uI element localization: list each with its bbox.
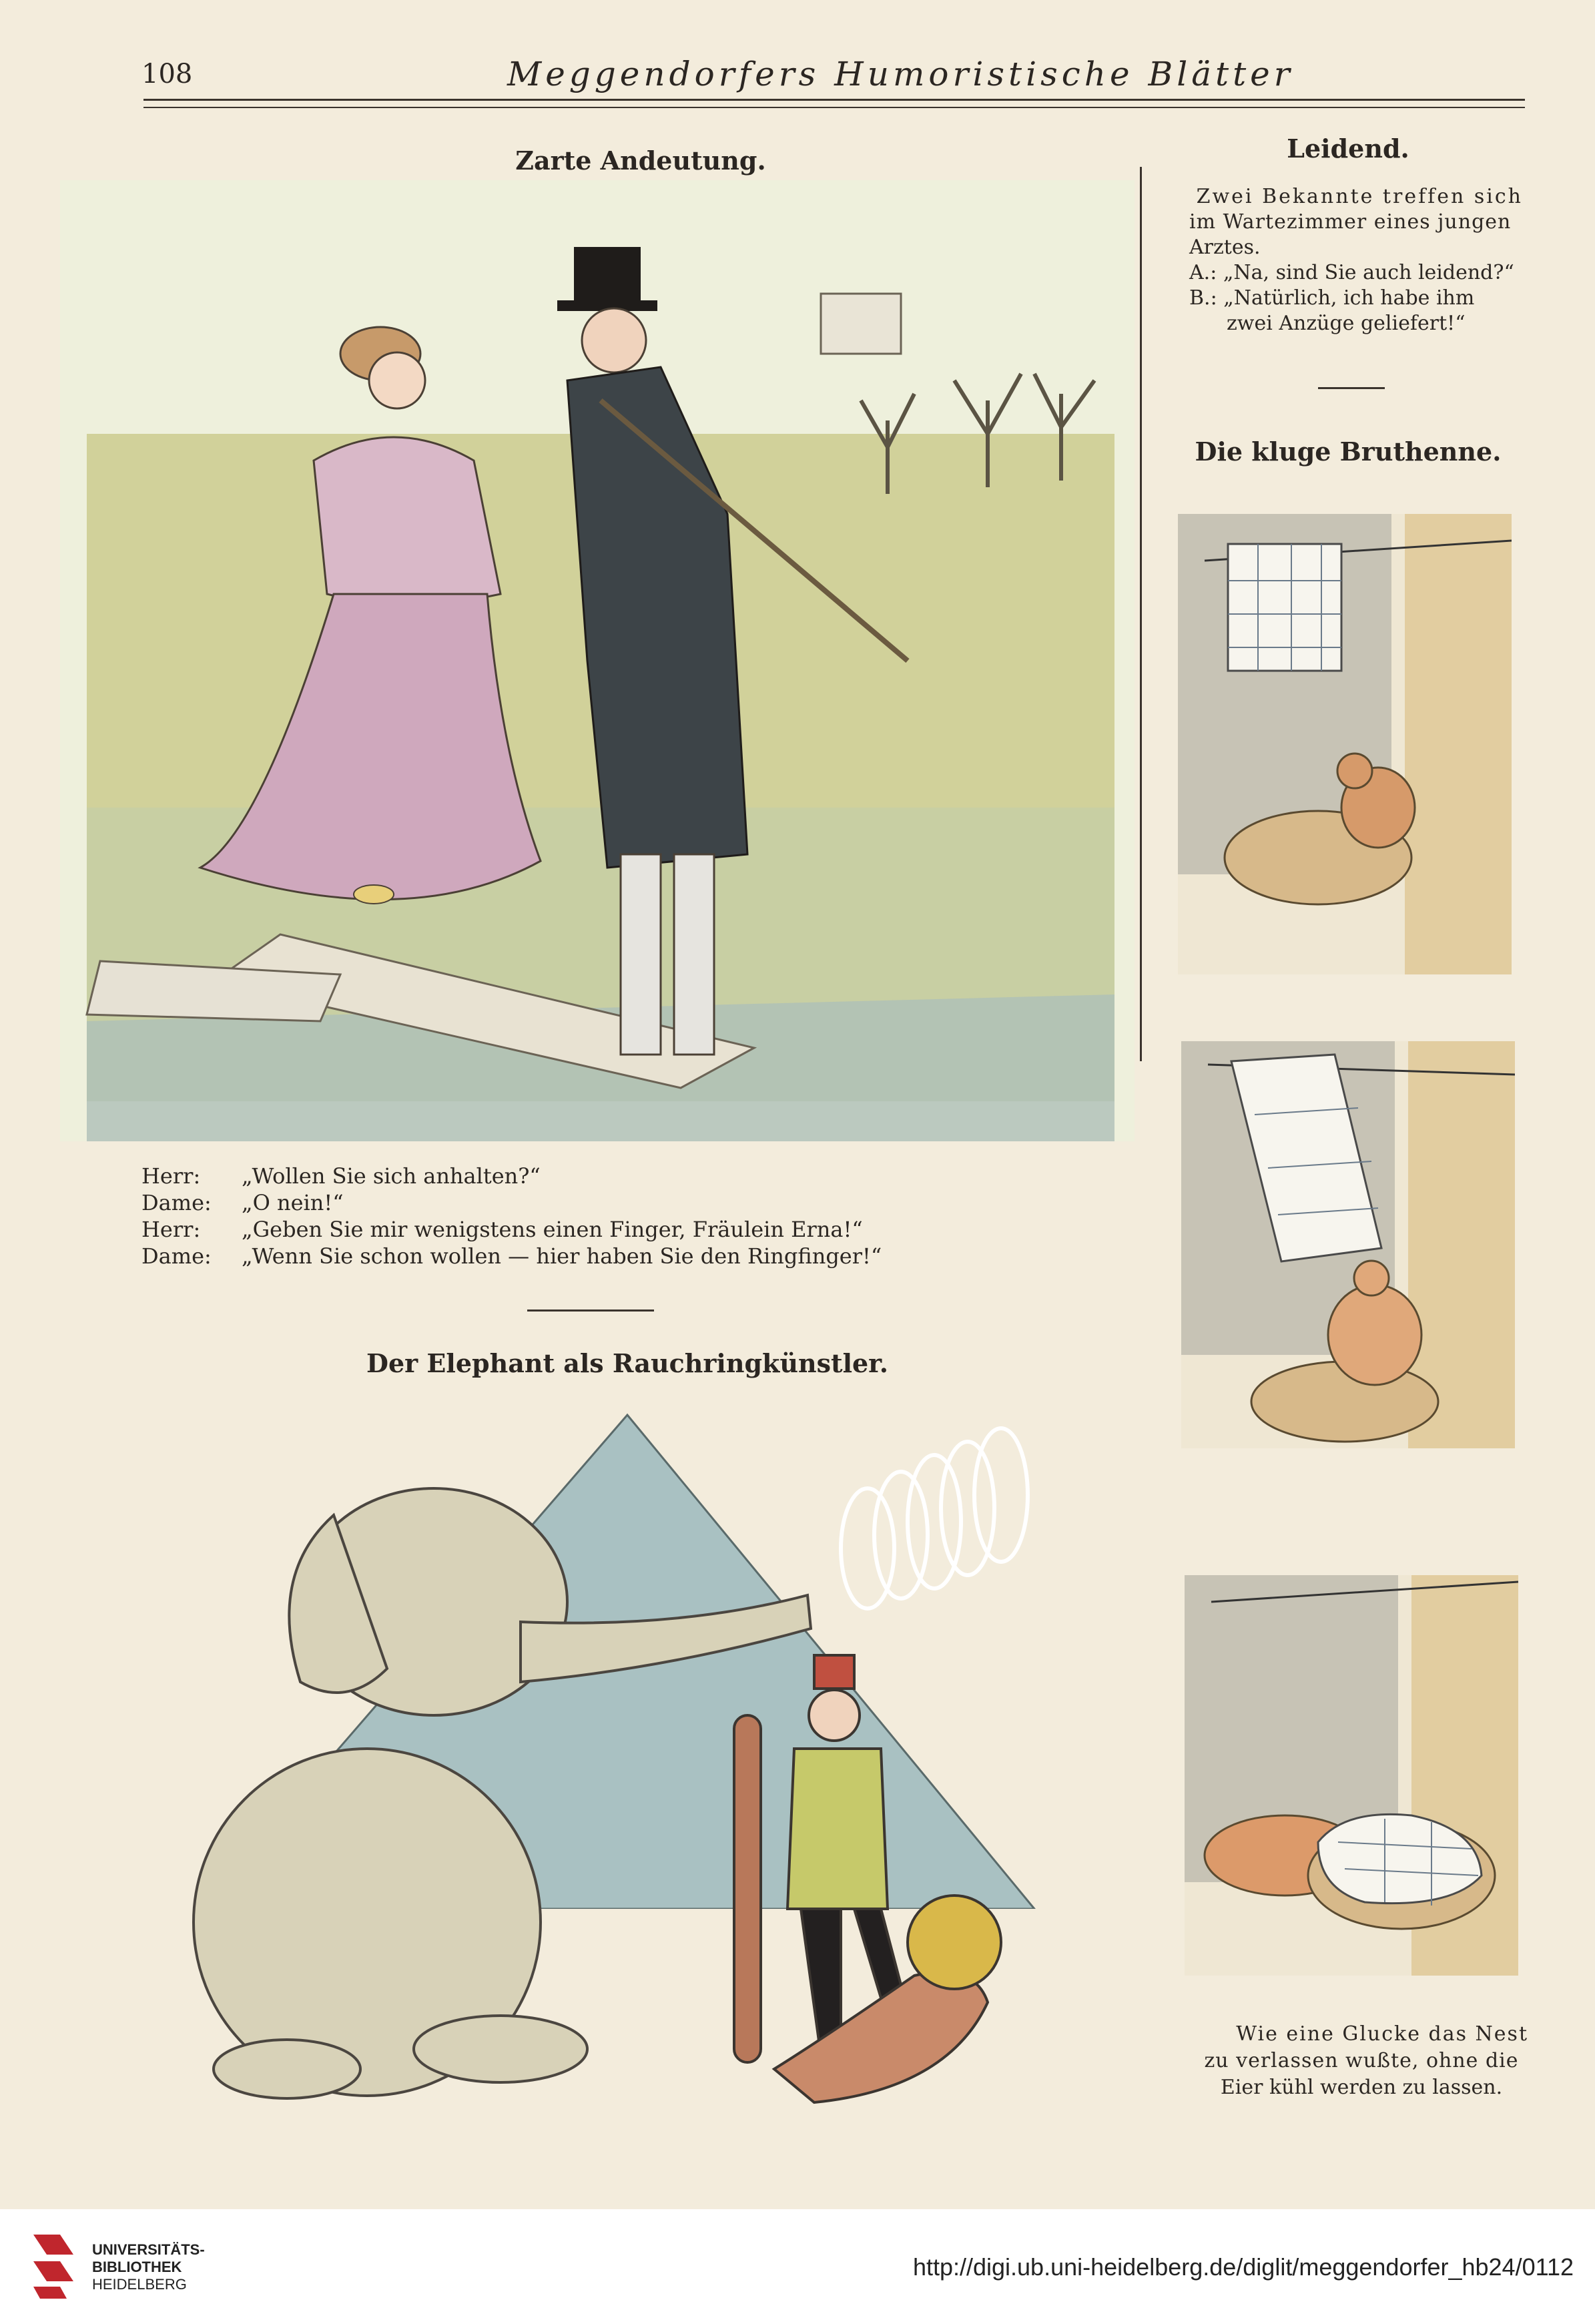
text-line: im Wartezimmer eines jungen xyxy=(1189,210,1512,234)
dialogue-line xyxy=(141,1189,344,1216)
dialogue-text: „Wollen Sie sich anhalten?“ xyxy=(242,1163,541,1189)
dialogue-text: „Geben Sie mir wenigstens einen Finger, Fräulein Erna!“ xyxy=(242,1217,863,1242)
dialogue-line xyxy=(141,1243,882,1269)
leidend-text xyxy=(1189,184,1523,336)
story-title-leidend: Leidend. xyxy=(1287,133,1409,164)
comic-panel-3 xyxy=(1185,1562,1518,1989)
text-line: Zwei Bekannte treffen sich xyxy=(1196,185,1523,208)
page-number: 108 xyxy=(141,59,193,89)
comic-panel-2 xyxy=(1181,1041,1515,1455)
dialogue-line xyxy=(141,1163,541,1189)
illustration-elephant-smoke-rings xyxy=(147,1402,1121,2136)
library-name-line: HEIDELBERG xyxy=(92,2276,187,2293)
speaker-label: Herr: xyxy=(141,1163,201,1189)
library-footer xyxy=(0,2209,1595,2324)
caption-line: zu verlassen wußte, ohne die xyxy=(1204,2049,1519,2072)
source-url-link[interactable]: http://digi.ub.uni-heidelberg.de/diglit/meggendorfer_hb24/0112 xyxy=(912,2253,1574,2281)
caption-line: Wie eine Glucke das Nest xyxy=(1236,2022,1528,2046)
running-title: Meggendorfers Humoristische Blätter xyxy=(507,55,1294,93)
header-rule xyxy=(143,107,1525,108)
text-line: A.: „Na, sind Sie auch leidend?“ xyxy=(1189,261,1514,284)
text-line: zwei Anzüge geliefert!“ xyxy=(1227,312,1466,335)
caption-line: Eier kühl werden zu lassen. xyxy=(1220,2076,1503,2099)
text-line: B.: „Natürlich, ich habe ihm xyxy=(1189,286,1475,310)
illustration-couple-by-pond xyxy=(60,180,1135,1141)
comic-panel-1 xyxy=(1178,501,1512,981)
dialogue-text: „Wenn Sie schon wollen — hier haben Sie den Ringfinger!“ xyxy=(242,1243,882,1269)
section-divider xyxy=(527,1310,654,1312)
speaker-label: Herr: xyxy=(141,1217,201,1242)
library-logo-icon xyxy=(27,2228,80,2305)
story-title-zarte-andeutung: Zarte Andeutung. xyxy=(515,146,766,176)
dialogue-line xyxy=(141,1216,863,1243)
dialogue-text: „O nein!“ xyxy=(242,1190,344,1215)
speaker-label: Dame: xyxy=(141,1190,212,1215)
library-name xyxy=(92,2241,205,2293)
section-divider xyxy=(1318,387,1385,389)
library-name-line: UNIVERSITÄTS- xyxy=(92,2241,205,2258)
header-rule xyxy=(143,99,1525,101)
speaker-label: Dame: xyxy=(141,1243,212,1269)
bruthenne-caption xyxy=(1195,2021,1528,2101)
text-line: Arztes. xyxy=(1189,236,1261,259)
library-name-line: BIBLIOTHEK xyxy=(92,2259,182,2275)
story-title-bruthenne: Die kluge Bruthenne. xyxy=(1195,437,1502,467)
column-divider xyxy=(1140,167,1142,1061)
story-title-elephant: Der Elephant als Rauchringkünstler. xyxy=(366,1348,888,1378)
